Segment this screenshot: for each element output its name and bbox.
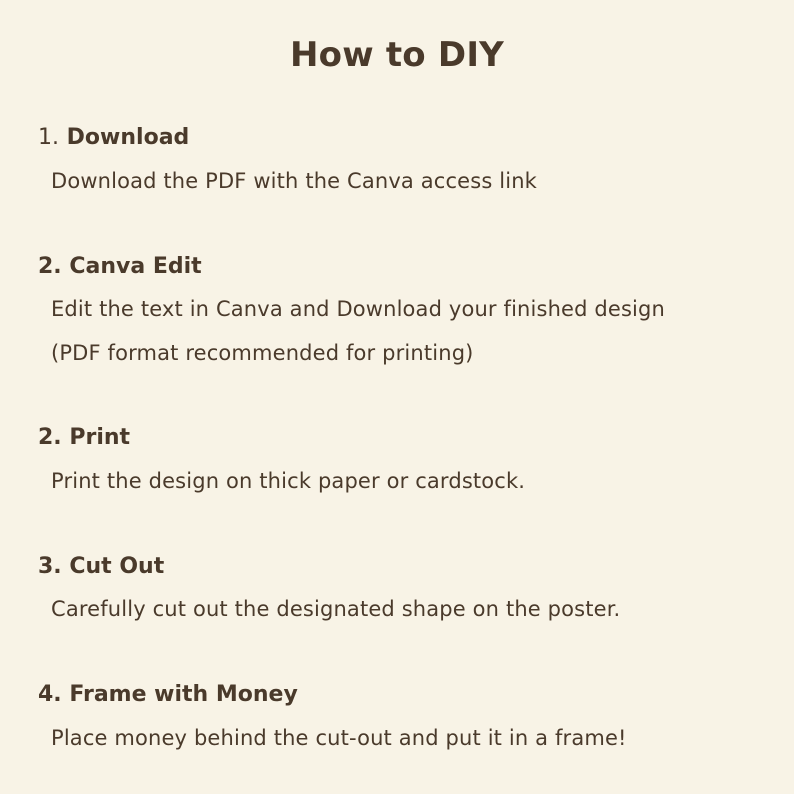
step-2-line-1: Edit the text in Canva and Download your finished design bbox=[51, 297, 665, 321]
step-1-line-1: Download the PDF with the Canva access link bbox=[51, 169, 537, 193]
step-5-number: 4. bbox=[38, 682, 62, 707]
step-3-line-1: Print the design on thick paper or cardstock. bbox=[51, 469, 526, 493]
step-2-heading: Canva Edit bbox=[69, 254, 202, 279]
step-4-title bbox=[38, 552, 164, 582]
step-4-heading: Cut Out bbox=[69, 554, 165, 579]
step-1-number: 1. bbox=[38, 125, 59, 150]
step-2-title bbox=[38, 252, 202, 282]
step-3-heading: Print bbox=[69, 425, 131, 450]
step-2-number: 2. bbox=[38, 254, 62, 279]
step-2-line-2: (PDF format recommended for printing) bbox=[51, 341, 474, 365]
step-5-line-1: Place money behind the cut-out and put it in a frame! bbox=[51, 726, 627, 750]
step-5-title bbox=[38, 680, 298, 710]
step-4-line-1: Carefully cut out the designated shape on the poster. bbox=[51, 597, 621, 621]
step-3-title bbox=[38, 423, 130, 453]
page-title: How to DIY bbox=[289, 35, 504, 75]
step-4-number: 3. bbox=[38, 554, 62, 579]
step-5-heading: Frame with Money bbox=[69, 682, 298, 707]
step-3-number: 2. bbox=[38, 425, 62, 450]
step-1-title bbox=[38, 123, 189, 153]
step-1-heading: Download bbox=[66, 125, 190, 150]
